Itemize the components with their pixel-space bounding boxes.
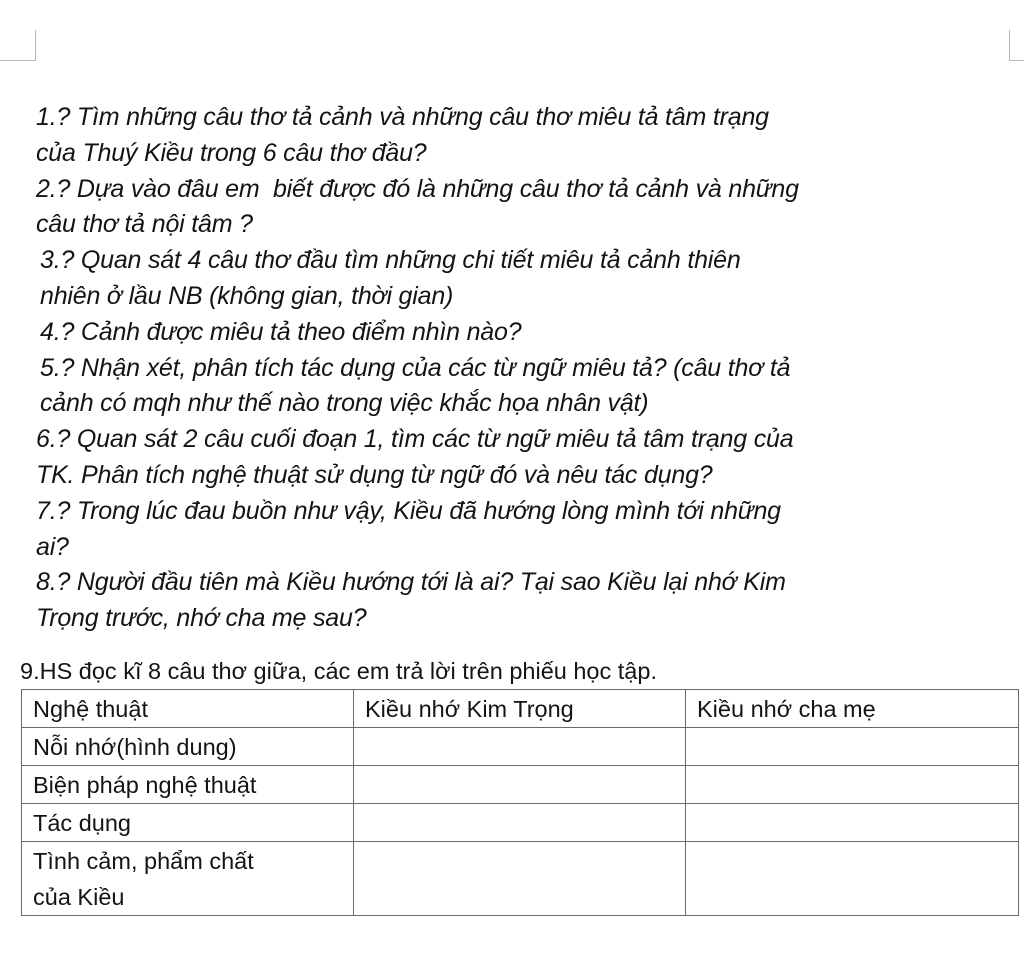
row-label: Tác dụng bbox=[22, 804, 354, 842]
question-5: 5.? Nhận xét, phân tích tác dụng của các từ ngữ miêu tả? (câu thơ tả cảnh có mqh như thế nào trong việc khắc họa nhân vật) bbox=[40, 353, 791, 418]
question-8: 8.? Người đầu tiên mà Kiều hướng tới là ai? Tại sao Kiều lại nhớ Kim Trọng trước, nhớ cha mẹ sau? bbox=[36, 568, 786, 633]
table-row bbox=[22, 728, 1019, 766]
row-label: Nỗi nhớ(hình dung) bbox=[22, 728, 354, 766]
answer-cell[interactable] bbox=[686, 842, 1019, 916]
row-label: Biện pháp nghệ thuật bbox=[22, 766, 354, 804]
worksheet-table bbox=[21, 689, 1019, 916]
table-header-row bbox=[22, 690, 1019, 728]
answer-cell[interactable] bbox=[686, 728, 1019, 766]
margin-corner-mark-left bbox=[0, 30, 36, 61]
header-kieu-nho-kim-trong: Kiều nhớ Kim Trọng bbox=[354, 690, 686, 728]
header-nghe-thuat: Nghệ thuật bbox=[22, 690, 354, 728]
answer-cell[interactable] bbox=[354, 804, 686, 842]
row-label: Tình cảm, phẩm chất của Kiều bbox=[22, 842, 354, 916]
instruction-9: 9.HS đọc kĩ 8 câu thơ giữa, các em trả lời trên phiếu học tập. bbox=[20, 658, 657, 684]
question-4: 4.? Cảnh được miêu tả theo điểm nhìn nào? bbox=[40, 317, 522, 346]
question-3: 3.? Quan sát 4 câu thơ đầu tìm những chi tiết miêu tả cảnh thiên nhiên ở lầu NB (không gian, thời gian) bbox=[40, 246, 741, 310]
answer-cell[interactable] bbox=[354, 766, 686, 804]
table-row bbox=[22, 842, 1019, 916]
answer-cell[interactable] bbox=[686, 766, 1019, 804]
question-6: 6.? Quan sát 2 câu cuối đoạn 1, tìm các từ ngữ miêu tả tâm trạng của TK. Phân tích nghệ thuật sử dụng từ ngữ đó và nêu tác dụng? bbox=[36, 425, 794, 489]
answer-cell[interactable] bbox=[686, 804, 1019, 842]
question-2: 2.? Dựa vào đâu em biết được đó là những câu thơ tả cảnh và những câu thơ tả nội tâm ? bbox=[36, 174, 799, 239]
question-list bbox=[36, 100, 1016, 637]
question-1: 1.? Tìm những câu thơ tả cảnh và những câu thơ miêu tả tâm trạng của Thuý Kiều trong 6 câu thơ đầu? bbox=[36, 103, 769, 167]
answer-cell[interactable] bbox=[354, 842, 686, 916]
margin-corner-mark-right bbox=[1009, 30, 1024, 61]
answer-cell[interactable] bbox=[354, 728, 686, 766]
question-7: 7.? Trong lúc đau buồn như vậy, Kiều đã hướng lòng mình tới những ai? bbox=[36, 496, 781, 561]
header-kieu-nho-cha-me: Kiều nhớ cha mẹ bbox=[686, 690, 1019, 728]
table-row bbox=[22, 766, 1019, 804]
table-row bbox=[22, 804, 1019, 842]
